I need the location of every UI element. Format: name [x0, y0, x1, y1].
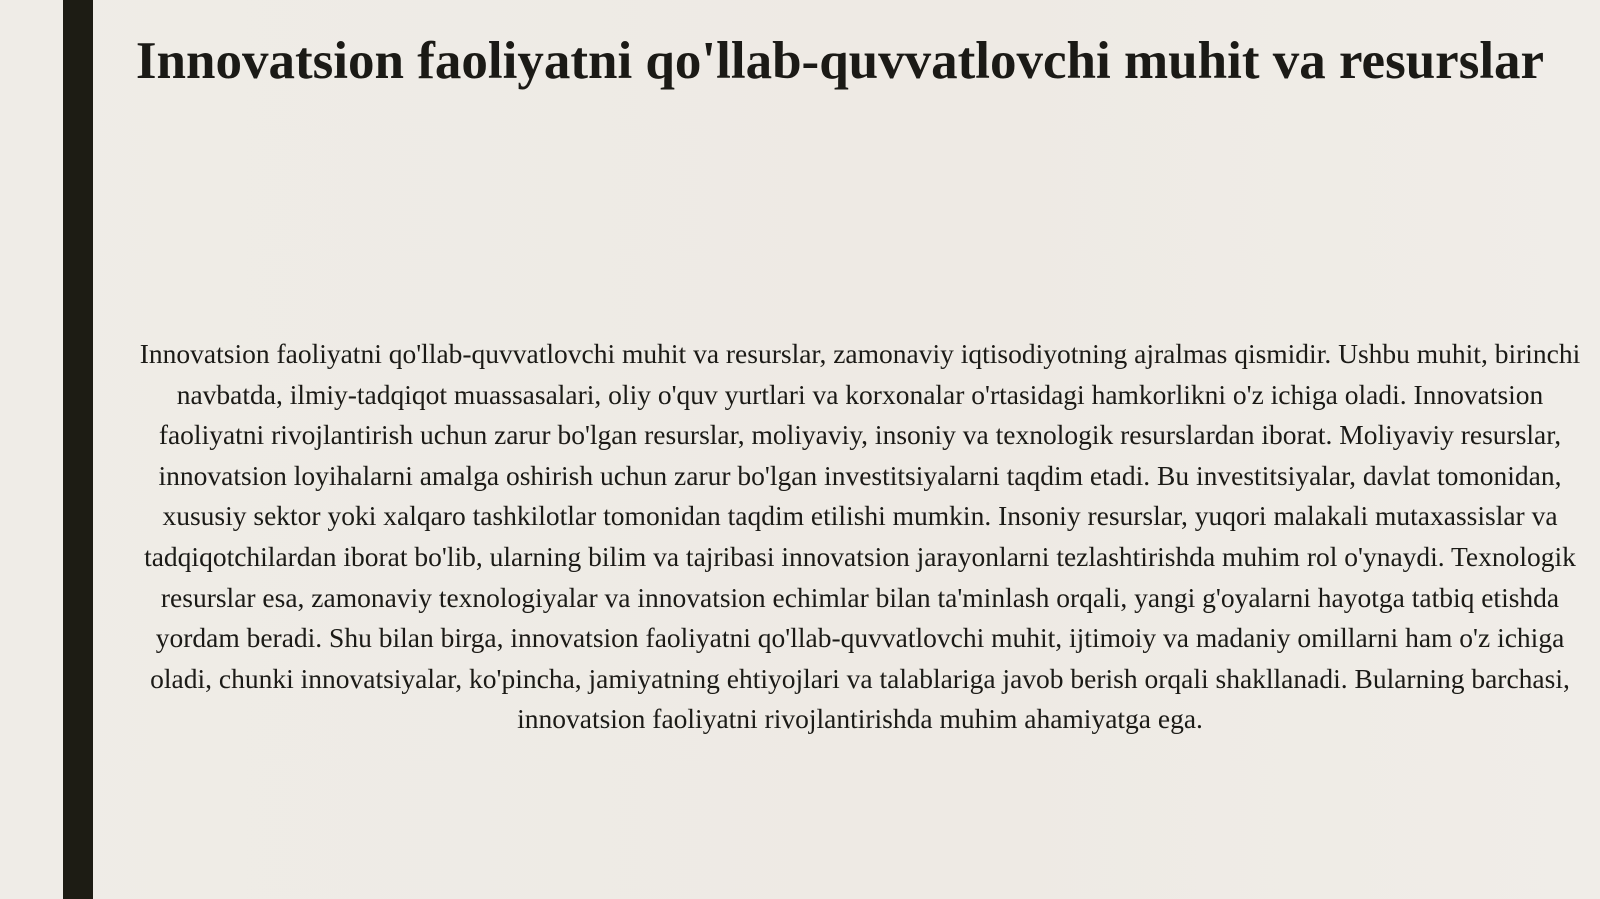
slide-body-text: Innovatsion faoliyatni qo'llab-quvvatlovchi muhit va resurslar, zamonaviy iqtisodiyotning ajralmas qismidir. Ushbu muhit, birinchi navbatda, ilmiy-tadqiqot muassasalari, oliy o'quv yurtlari va korxonalar o'rtasidagi hamkorlikni o'z ichiga oladi. Innovatsion faoliyatni rivojlantirish uchun zarur bo'lgan resurslar, moliyaviy, insoniy va texnologik resurslardan iborat. Moliyaviy resurslar, innovatsion loyihalarni amalga oshirish uchun zarur bo'lgan investitsiyalarni taqdim etadi. Bu investitsiyalar, davlat tomonidan, xususiy sektor yoki xalqaro tashkilotlar tomonidan taqdim etilishi mumkin. Insoniy resurslar, yuqori malakali mutaxassislar va tadqiqotchilardan iborat bo'lib, ularning bilim va tajribasi innovatsion jarayonlarni tezlashtirishda muhim rol o'ynaydi. Texnologik resurslar esa, zamonaviy texnologiyalar va innovatsion echimlar bilan ta'minlash orqali, yangi g'oyalarni hayotga tatbiq etishda yordam beradi. Shu bilan birga, innovatsion faoliyatni qo'llab-quvvatlovchi muhit, ijtimoiy va madaniy omillarni ham o'z ichiga oladi, chunki innovatsiyalar, ko'pincha, jamiyatning ehtiyojlari va talablariga javob berish orqali shakllanadi. Bularning barchasi, innovatsion faoliyatni rivojlantirishda muhim ahamiyatga ega.	[139, 338, 1581, 735]
slide-title: Innovatsion faoliyatni qo'llab-quvvatlovchi muhit va resurslar	[135, 32, 1545, 90]
accent-bar	[63, 0, 93, 899]
